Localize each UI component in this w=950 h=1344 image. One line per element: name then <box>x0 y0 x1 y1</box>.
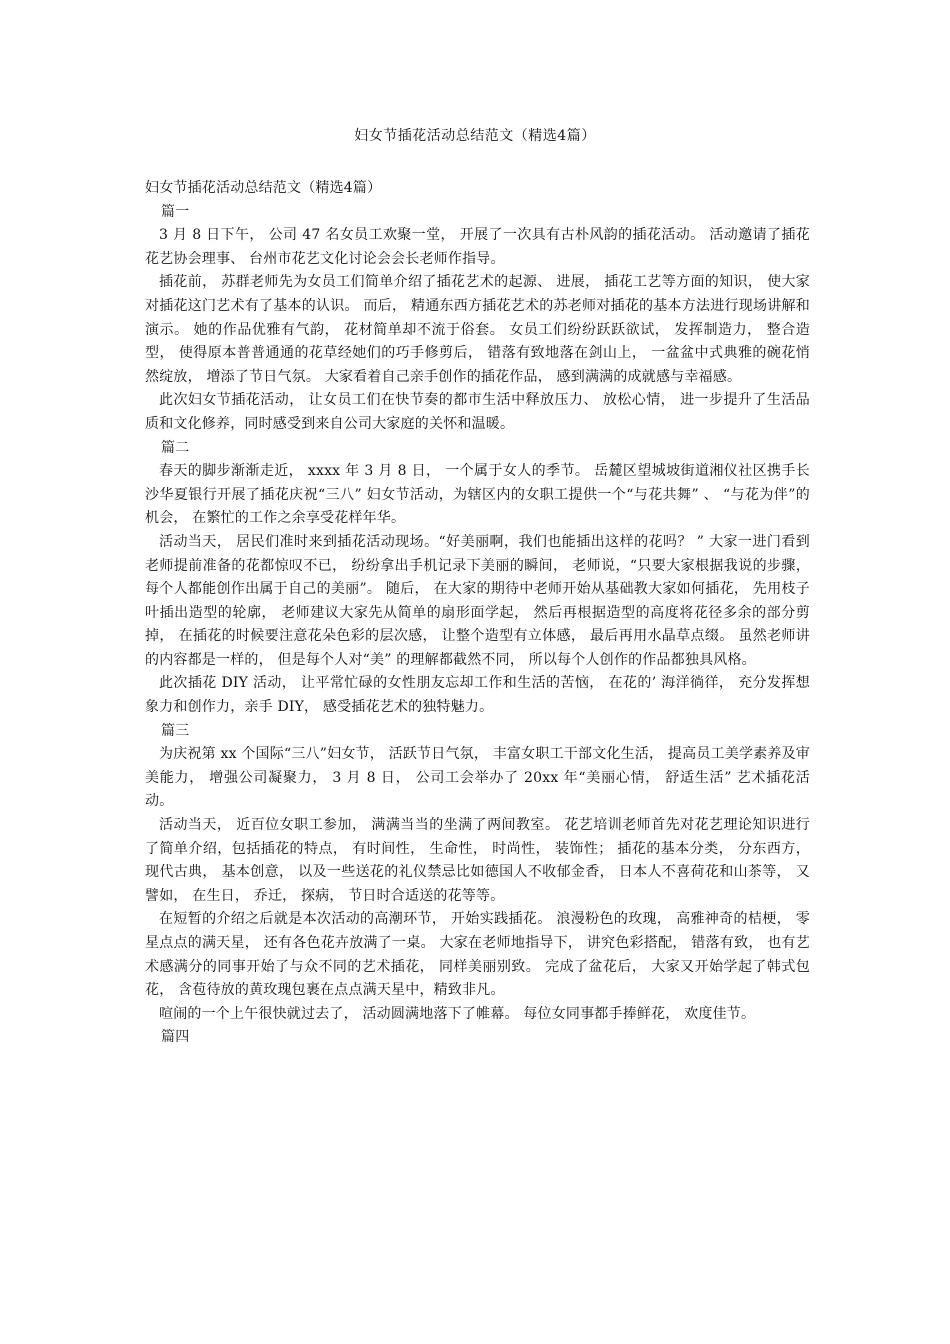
paragraph: 活动当天， 近百位女职工参加， 满满当当的坐满了两间教室。 花艺培训老师首先对花艺理论知识进行了简单介绍，包括插花的特点， 有时间性， 生命性， 时尚性， 装饰性； 插花的基本分类， 分东西方， 现代古典， 基本创意， 以及一些送花的礼仪禁忌比如德国人不收郁金香， 日本人不喜荷花和山茶等， 又譬如， 在生日， 乔迁， 探病， 节日时合适送的花等等。 <box>145 817 810 904</box>
paragraph: 此次插花 DIY 活动， 让平常忙碌的女性朋友忘却工作和生活的苦恼， 在花的’ 海洋徜徉， 充分发挥想象力和创作力，亲手 DIY， 感受插花艺术的独特魅力。 <box>145 675 810 716</box>
section-heading: 篇三 <box>161 722 190 739</box>
section-heading: 篇二 <box>161 439 190 456</box>
paragraph: 插花前， 苏群老师先为女员工们简单介绍了插花艺术的起源、 进展， 插花工艺等方面的知识， 使大家对插花这门艺术有了基本的认识。 而后， 精通东西方插花艺术的苏老师对插花的基本方法进行现场讲解和演示。 她的作品优雅有气韵， 花材简单却不流于俗套。 女员工们纷纷跃跃欲试， 发挥制造力， 整合造型， 使得原本普普通通的花草经她们的巧手修剪后， 错落有致地落在剑山上， 一盆盆中式典雅的碗花悄然绽放， 增添了节日气氛。 大家看着自己亲手创作的插花作品， 感到满满的成就感与幸福感。 <box>145 274 810 385</box>
section-heading: 篇一 <box>161 203 190 220</box>
paragraph: 此次妇女节插花活动， 让女员工们在快节奏的都市生活中释放压力、 放松心情， 进一步提升了生活品质和文化修养，同时感受到来自公司大家庭的关怀和温暖。 <box>145 392 810 432</box>
paragraph: 喧闹的一个上午很快就过去了， 活动圆满地落下了帷幕。 每位女同事都手捧鲜花， 欢度佳节。 <box>159 1005 756 1022</box>
paragraph: 在短暂的介绍之后就是本次活动的高潮环节， 开始实践插花。 浪漫粉色的玫瑰， 高雅神奇的桔梗， 零星点点的满天星， 还有各色花卉放满了一桌。 大家在老师地指导下， 讲究色彩搭配， 错落有致， 也有艺术感满分的同事开始了与众不同的艺术插花， 同样美丽别致。 完成了盆花后， 大家又开始学起了韩式包花， 含苞待放的黄玫瑰包裹在点点满天星中，精致非凡。 <box>145 911 810 999</box>
paragraph: 3 月 8 日下午， 公司 47 名女员工欢聚一堂， 开展了一次具有古朴风韵的插花活动。 活动邀请了插花花艺协会理事、 台州市花艺文化讨论会会长老师作指导。 <box>145 227 810 267</box>
paragraph: 活动当天， 居民们准时来到插花活动现场。“好美丽啊，我们也能插出这样的花吗？ ” 大家一进门看到老师提前准备的花都惊叹不已， 纷纷拿出手机记录下美丽的瞬间， 老师说，“只要大家根据我说的步骤， 每个人都能创作出属于自己的美丽”。 随后， 在大家的期待中老师开始从基础教大家如何插花， 先用枝子叶插出造型的轮廓， 老师建议大家先从简单的扇形面学起， 然后再根据造型的高度将花径多余的部分剪掉， 在插花的时候要注意花朵色彩的层次感， 让整个造型有立体感， 最后再用水晶草点缀。 虽然老师讲的内容都是一样的， 但是每个人对“美” 的理解都截然不同， 所以每个人创作的作品都独具风格。 <box>145 533 810 668</box>
document-subtitle: 妇女节插花活动总结范文（精选4篇） <box>145 180 382 196</box>
document-title: 妇女节插花活动总结范文（精选4篇） <box>354 128 596 144</box>
document-body <box>145 177 810 1050</box>
paragraph: 为庆祝第 xx 个国际“三八”妇女节， 活跃节日气氛， 丰富女职工干部文化生活， 提高员工美学素养及审美能力， 增强公司凝聚力， 3 月 8 日， 公司工会举办了 20xx 年“美丽心情， 舒适生活” 艺术插花活动。 <box>145 746 810 810</box>
section-heading: 篇四 <box>161 1029 190 1046</box>
paragraph: 春天的脚步渐渐走近， xxxx 年 3 月 8 日， 一个属于女人的季节。 岳麓区望城坡街道湘仪社区携手长沙华夏银行开展了插花庆祝“三八” 妇女节活动，为辖区内的女职工提供一个“与花共舞” 、 “与花为伴”的机会， 在繁忙的工作之余享受花样年华。 <box>145 463 810 527</box>
